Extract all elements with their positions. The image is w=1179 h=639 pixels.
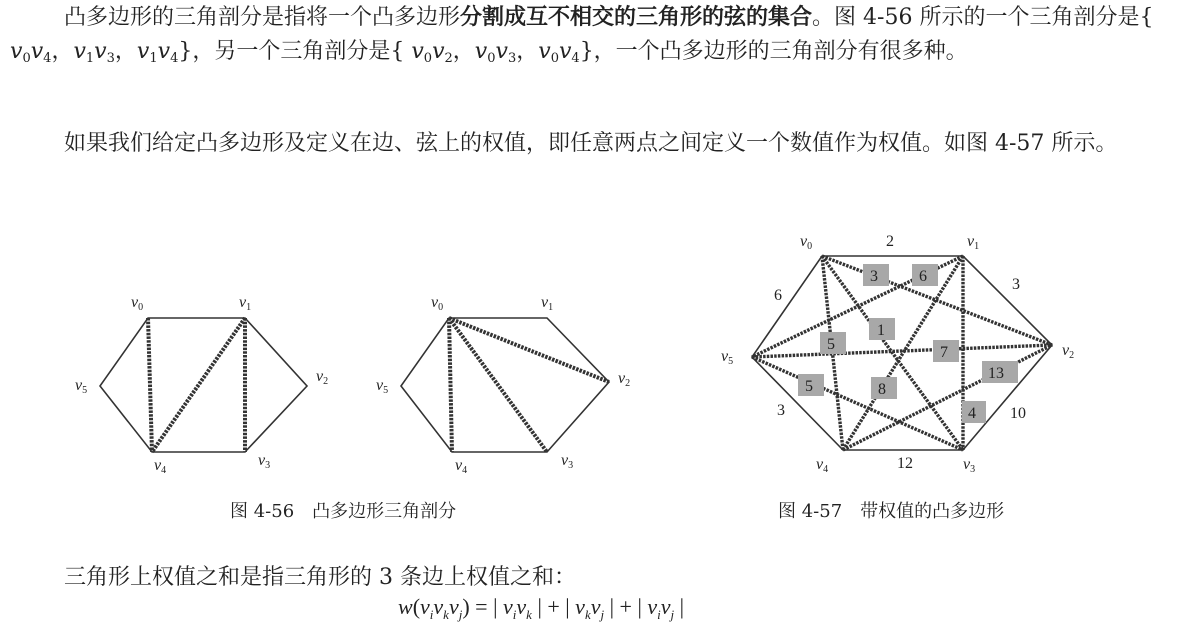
label-v5: v5 — [75, 377, 88, 396]
chord-weight: 5 — [805, 378, 813, 395]
label-v3: v3 — [963, 456, 976, 475]
chord-weight: 1 — [877, 322, 885, 339]
label-v1: v1 — [541, 294, 554, 313]
figure-4-56-b-labels — [376, 294, 630, 476]
label-v1: v1 — [967, 233, 980, 252]
paragraph-weights: 如果我们给定凸多边形及定义在边、弦上的权值，即任意两点之间定义一个数值作为权值。如图 4-57 所示。 — [64, 131, 1118, 156]
chord-weight: 6 — [919, 268, 927, 285]
set-element: $v_1v_3$ — [73, 39, 115, 66]
set-2: $v_0v_2$，$v_0v_3$，$v_0v_4$ — [411, 39, 580, 66]
label-v4: v4 — [816, 456, 829, 475]
edge-weight-v1v2: 3 — [1012, 276, 1020, 293]
label-v5: v5 — [376, 377, 389, 396]
figure-4-56-b — [401, 318, 609, 452]
figure-4-57-chord-weights — [805, 268, 1004, 422]
label-v4: v4 — [455, 457, 468, 476]
chord-weight: 13 — [988, 365, 1004, 382]
formula-weight-sum — [398, 594, 684, 623]
label-v1: v1 — [239, 294, 252, 313]
formula-render: $w(v_iv_kv_j)$ = | $v_iv_k$ | + | $v_kv_j$ | + | $v_iv_j$ | — [398, 594, 685, 622]
para1-mid1: 。图 4-56 所示的一个三角剖分是{ — [812, 5, 1154, 30]
chord-weight: 4 — [968, 405, 976, 422]
edge-weight-v4v5: 3 — [777, 402, 785, 419]
chord-weight: 3 — [870, 268, 878, 285]
para1-start: 凸多边形的三角剖分是指将一个凸多边形 — [64, 5, 461, 30]
edge-weight-v0v1: 2 — [886, 233, 894, 250]
label-v4: v4 — [154, 457, 167, 476]
chord-weight: 5 — [827, 336, 835, 353]
set-element: $v_0v_4$ — [538, 39, 580, 66]
paragraph-weight-sum: 三角形上权值之和是指三角形的 3 条边上权值之和： — [64, 565, 576, 590]
para1-end: }，一个凸多边形的三角剖分有很多种。 — [579, 39, 968, 64]
label-v2: v2 — [1062, 342, 1075, 361]
label-v3: v3 — [258, 452, 271, 471]
set-element: $v_1v_4$ — [136, 39, 179, 66]
para1-bold: 分割成互不相交的三角形的弦的集合 — [460, 5, 813, 30]
set-element: $v_0v_3$ — [474, 39, 517, 66]
label-v0: v0 — [800, 233, 813, 252]
caption-figure-4-56: 图 4-56 凸多边形三角剖分 — [230, 501, 457, 522]
edge-weight-v5v0: 6 — [774, 287, 782, 304]
set-element: $v_0v_4$ — [10, 39, 52, 66]
label-v0: v0 — [431, 294, 444, 313]
set-1: $v_0v_4$，$v_1v_3$，$v_1v_4$ — [10, 39, 179, 66]
label-v3: v3 — [561, 452, 574, 471]
figure-4-57-labels — [721, 233, 1074, 475]
para1-mid2: }，另一个三角剖分是{ — [178, 39, 412, 64]
label-v2: v2 — [618, 370, 631, 389]
caption-figure-4-57: 图 4-57 带权值的凸多边形 — [778, 501, 1005, 522]
label-v0: v0 — [131, 294, 144, 313]
set-element: $v_0v_2$ — [411, 39, 453, 66]
chord-weight: 7 — [940, 344, 948, 361]
edge-weight-v3v4: 12 — [897, 455, 913, 472]
chord-weight: 8 — [878, 381, 886, 398]
figure-4-56-a — [100, 318, 307, 452]
label-v5: v5 — [721, 348, 734, 367]
edge-weight-v2v3: 10 — [1010, 405, 1026, 422]
label-v2: v2 — [316, 368, 329, 387]
figure-4-56-a-labels — [75, 294, 328, 476]
figure-4-57 — [752, 256, 1052, 450]
